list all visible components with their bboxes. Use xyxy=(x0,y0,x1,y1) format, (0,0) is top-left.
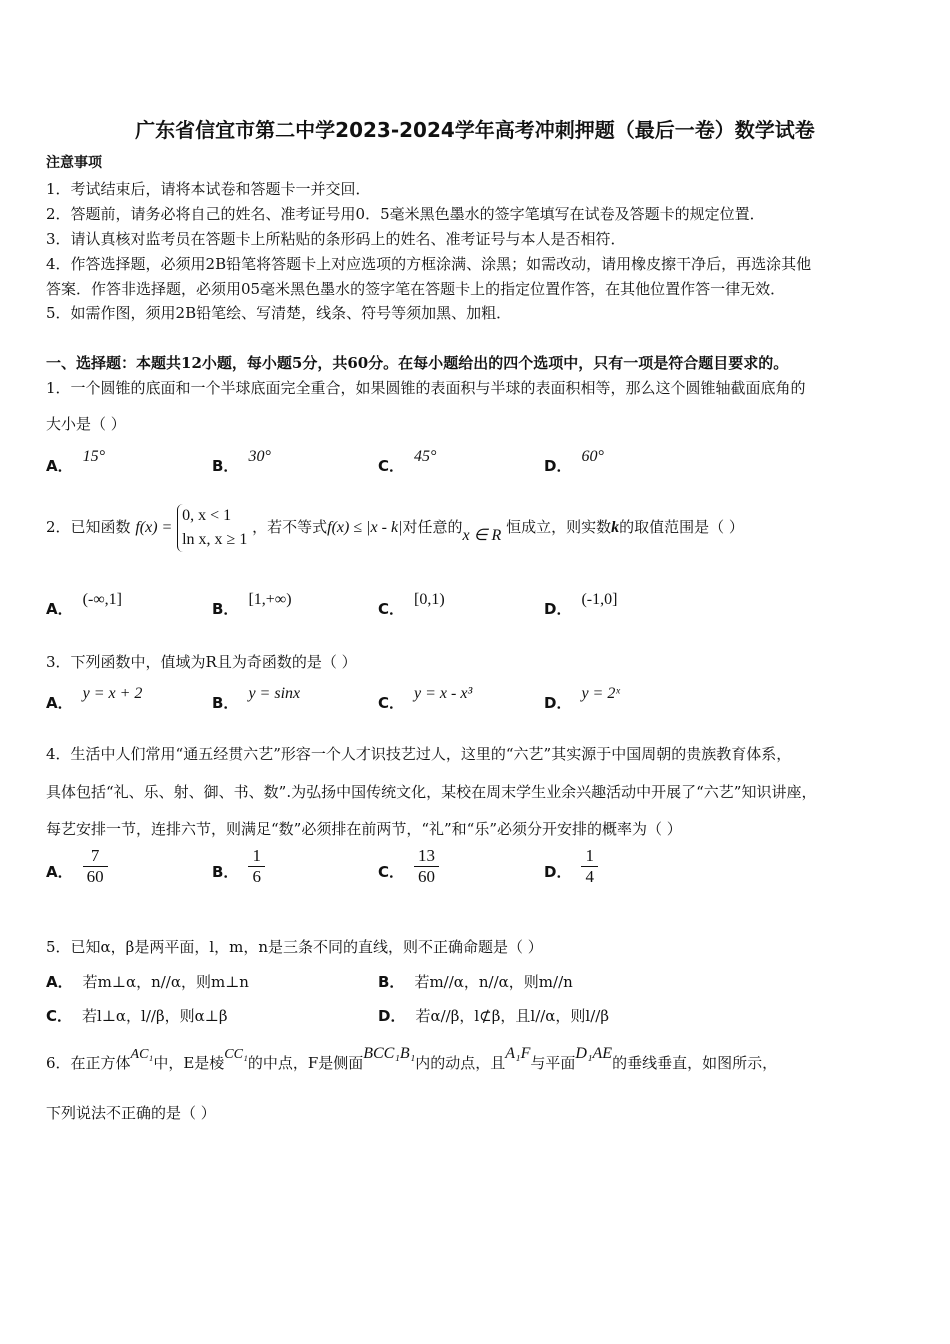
q5-option-a: A． 若m⊥α，n//α，则m⊥n xyxy=(46,973,249,991)
q3-option-d: D．y = 2ˣ xyxy=(544,685,620,712)
section-heading: 一、选择题：本题共12小题，每小题5分，共60分。在每小题给出的四个选项中，只有一项是符合题目要求的。 xyxy=(46,354,789,372)
notice-item: 3．请认真核对监考员在答题卡上所粘贴的条形码上的姓名、准考证号与本人是否相符． xyxy=(46,230,626,248)
q2-option-a: A．(-∞,1] xyxy=(46,591,122,618)
piecewise-function: 0, x < 1 ln x, x ≥ 1 xyxy=(177,504,247,552)
q4-option-b: B． $\frac{1}{6}$ xyxy=(212,852,265,893)
question-1-text: 大小是（ ） xyxy=(46,415,126,433)
question-1-text: 1．一个圆锥的底面和一个半球底面完全重合，如果圆锥的表面积与半球的表面积相等，那么这个圆锥轴截面底角的 xyxy=(46,379,806,397)
q4-option-a: A． $\frac{7}{60}$ xyxy=(46,852,108,893)
q1-option-a: A．15° xyxy=(46,448,106,475)
q4-option-c: C． $\frac{13}{60}$ xyxy=(378,852,439,893)
notice-item: 2．答题前，请务必将自己的姓名、准考证号用0．5毫米黑色墨水的签字笔填写在试卷及答题卡的规定位置． xyxy=(46,205,765,223)
notice-item: 1．考试结束后，请将本试卷和答题卡一并交回． xyxy=(46,180,371,198)
q2-option-c: C．[0,1) xyxy=(378,591,445,618)
q2-option-b: B．[1,+∞) xyxy=(212,591,292,618)
q3-option-b: B．y = sinx xyxy=(212,685,301,712)
page-title: 广东省信宜市第二中学2023-2024学年高考冲刺押题（最后一卷）数学试卷 xyxy=(135,118,815,142)
fraction: $\frac{7}{60}$ xyxy=(83,846,108,887)
question-6-text: 下列说法不正确的是（ ） xyxy=(46,1104,216,1122)
fraction: $\frac{1}{6}$ xyxy=(248,846,265,887)
notice-item: 5．如需作图，须用2B铅笔绘、写清楚，线条、符号等须加黑、加粗． xyxy=(46,304,512,322)
q5-option-c: C． 若l⊥α，l//β，则α⊥β xyxy=(46,1007,228,1025)
notice-item: 答案．作答非选择题，必须用05毫米黑色墨水的签字笔在答题卡上的指定位置作答，在其他位置作答一律无效． xyxy=(46,280,786,298)
q2-option-d: D．(-1,0] xyxy=(544,591,618,618)
question-4-text: 4．生活中人们常用“通五经贯六艺”形容一个人才识技艺过人，这里的“六艺”其实源于中国周朝的贵族教育体系， xyxy=(46,745,792,763)
q5-option-b: B． 若m//α，n//α，则m//n xyxy=(378,973,573,991)
q1-option-d: D．60° xyxy=(544,448,604,475)
q3-option-c: C．y = x - x³ xyxy=(378,685,473,712)
notice-heading: 注意事项 xyxy=(46,155,102,171)
question-4-text: 每艺安排一节，连排六节，则满足“数”必须排在前两节，“礼”和“乐”必须分开安排的概率为（ ） xyxy=(46,820,682,838)
q5-option-d: D． 若α//β，l⊄β，且l//α，则l//β xyxy=(378,1007,610,1025)
question-6-text: 6．在正方体AC₁中，E是棱CC₁的中点，F是侧面BCC₁B₁内的动点，且A₁F与平面D₁AE的垂线垂直，如图所示， xyxy=(46,1045,778,1072)
notice-item: 4．作答选择题，必须用2B铅笔将答题卡上对应选项的方框涂满、涂黑；如需改动，请用橡皮擦干净后，再选涂其他 xyxy=(46,255,812,273)
q3-option-a: A．y = x + 2 xyxy=(46,685,143,712)
question-3-text: 3．下列函数中，值域为R且为奇函数的是（ ） xyxy=(46,653,357,671)
question-2-text: 2．已知函数 f(x) = 0, x < 1 ln x, x ≥ 1 ，若不等式f(x) ≤ |x - k|对任意的x ∈ R 恒成立，则实数k的取值范围是（ ） xyxy=(46,504,744,552)
fraction: $\frac{13}{60}$ xyxy=(414,846,439,887)
q4-option-d: D． $\frac{1}{4}$ xyxy=(544,852,598,893)
fraction: $\frac{1}{4}$ xyxy=(581,846,598,887)
question-4-text: 具体包括“礼、乐、射、御、书、数”.为弘扬中国传统文化，某校在周末学生业余兴趣活动中开展了“六艺”知识讲座， xyxy=(46,783,817,801)
q1-option-c: C．45° xyxy=(378,448,437,475)
q1-option-b: B．30° xyxy=(212,448,271,475)
question-5-text: 5．已知α，β是两平面，l，m，n是三条不同的直线，则不正确命题是（ ） xyxy=(46,938,543,956)
